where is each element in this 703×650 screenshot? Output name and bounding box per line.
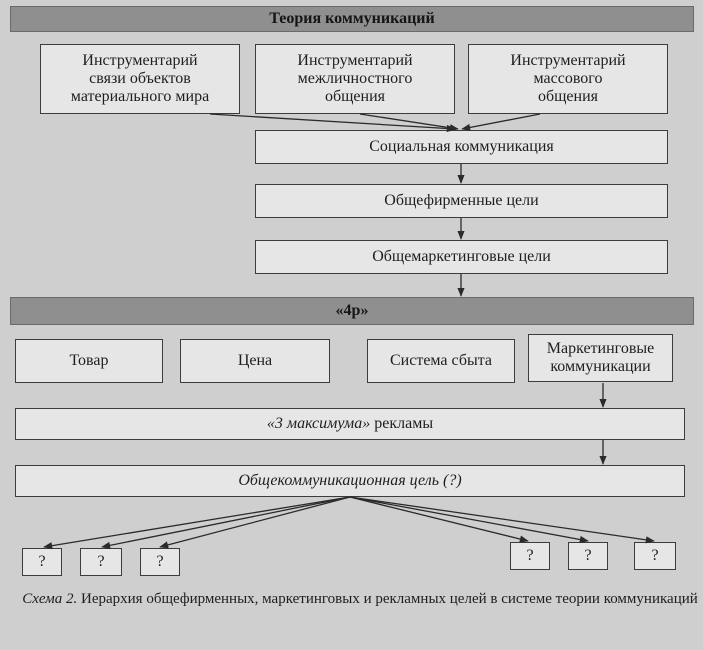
caption-text: Иерархия общефирменных, маркетинговых и рекламных целей в системе теории коммуникаций (77, 591, 698, 607)
box-marketing-goals: Общемаркетинговые цели (255, 240, 668, 274)
question-box: ? (634, 542, 676, 570)
question-box: ? (22, 548, 62, 576)
box-tools-material-world: Инструментарий связи объектов материального мира (40, 44, 240, 114)
box-distribution: Система сбыта (367, 339, 515, 383)
question-box: ? (510, 542, 550, 570)
box-tools-mass: Инструментарий массового общения (468, 44, 668, 114)
box-general-communication-goal: Общекоммуникационная цель (?) (15, 465, 685, 497)
question-box: ? (140, 548, 180, 576)
header-theory-communications: Теория коммуникаций (10, 6, 694, 32)
three-maximums-rest: рекламы (370, 415, 434, 432)
box-social-communication: Социальная коммуникация (255, 130, 668, 164)
arrow-tools-mass-to-social (462, 114, 540, 129)
three-maximums-italic: «3 максимума» (266, 415, 371, 432)
arrow-general-to-q2 (102, 497, 350, 547)
box-tools-interpersonal: Инструментарий межличностного общения (255, 44, 455, 114)
box-corporate-goals: Общефирменные цели (255, 184, 668, 218)
arrow-general-to-q1 (44, 497, 350, 547)
box-marketing-communications: Маркетинговые коммуникации (528, 334, 673, 382)
arrow-tools-material-to-social (210, 114, 455, 129)
box-product: Товар (15, 339, 163, 383)
arrow-general-to-q3 (160, 497, 350, 547)
question-box: ? (80, 548, 122, 576)
arrow-general-to-q5 (350, 497, 588, 541)
box-price: Цена (180, 339, 330, 383)
caption-label: Схема 2. (22, 591, 78, 607)
header-4p: «4р» (10, 297, 694, 325)
question-box: ? (568, 542, 608, 570)
figure-caption (20, 590, 700, 608)
